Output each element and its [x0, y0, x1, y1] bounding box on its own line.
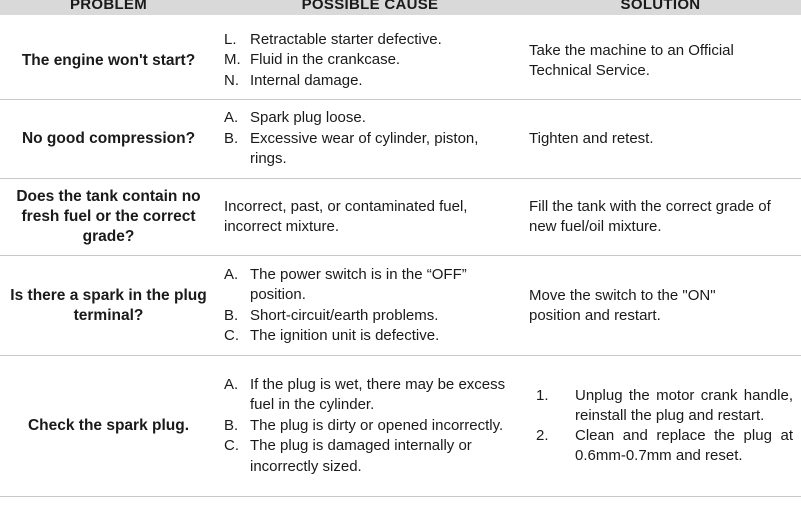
cause-text: Incorrect, past, or contaminated fuel, incorrect mixture. [224, 197, 468, 235]
cause-marker: A. [224, 265, 239, 283]
cause-item [224, 71, 442, 92]
cause-text: The plug is damaged internally or incorrectly sized. [250, 437, 472, 475]
cause-item [224, 129, 486, 170]
cause-text: Short-circuit/earth problems. [250, 306, 439, 324]
solution-cell [529, 100, 793, 178]
solution-text: Unplug the motor crank handle, reinstall the plug and restart. [575, 387, 793, 424]
table-header [0, 0, 801, 15]
cause-item [224, 416, 516, 437]
solution-text: Take the machine to an Official Technical Service. [529, 41, 734, 79]
cause-marker: B. [224, 129, 239, 147]
cause-cell [224, 356, 516, 496]
cause-item [224, 30, 442, 51]
cause-text: Internal damage. [250, 71, 363, 89]
cause-text: The power switch is in the “OFF” position. [250, 265, 467, 303]
table-row [0, 100, 801, 179]
solution-marker: 2. [536, 427, 549, 444]
cause-text: Spark plug loose. [250, 109, 366, 127]
solution-cell [529, 22, 759, 99]
problem-cell [0, 356, 217, 496]
cause-item [224, 326, 486, 347]
cause-marker: C. [224, 437, 239, 455]
solution-marker: 1. [536, 387, 549, 404]
cause-text: The plug is dirty or opened incorrectly. [250, 416, 504, 434]
cause-marker: A. [224, 375, 239, 393]
problem-cell [0, 179, 217, 255]
cause-marker: B. [224, 306, 239, 324]
cause-item [224, 375, 516, 416]
problem-text: The engine won't start? [21, 51, 196, 69]
cause-item [224, 306, 486, 327]
cause-marker: L. [224, 30, 237, 48]
cause-marker: A. [224, 109, 239, 127]
solution-text: Move the switch to the "ON" position and restart. [529, 286, 716, 324]
problem-cell [0, 100, 217, 178]
problem-cell [0, 22, 217, 99]
problem-text: Is there a spark in the plug terminal? [10, 286, 207, 324]
cause-text: Excessive wear of cylinder, piston, rings. [250, 129, 479, 168]
cause-cell [224, 179, 486, 255]
solution-item [529, 426, 793, 466]
cause-marker: N. [224, 71, 239, 89]
header-solution: SOLUTION [620, 0, 701, 13]
header-problem: PROBLEM [69, 0, 148, 13]
cause-text: If the plug is wet, there may be excess fuel in the cylinder. [250, 375, 506, 414]
cause-item [224, 265, 486, 306]
cause-marker: C. [224, 327, 239, 344]
cause-text: Retractable starter defective. [250, 30, 442, 48]
table-row [0, 356, 801, 497]
cause-cell [224, 256, 516, 355]
cause-text: Fluid in the crankcase. [250, 51, 401, 69]
cause-item [224, 108, 486, 129]
problem-text: No good compression? [21, 130, 196, 147]
header-possible-cause: POSSIBLE CAUSE [301, 0, 439, 13]
solution-cell [529, 256, 749, 355]
solution-cell [529, 356, 793, 496]
table-row [0, 256, 801, 356]
problem-cell [0, 256, 217, 355]
cause-marker: M. [224, 51, 241, 69]
problem-text: Does the tank contain no fresh fuel or the correct grade? [16, 188, 201, 245]
table-row [0, 179, 801, 256]
problem-text: Check the spark plug. [27, 417, 190, 434]
solution-text: Clean and replace the plug at 0.6mm-0.7mm and reset. [575, 427, 793, 464]
cause-marker: B. [224, 416, 239, 434]
solution-text: Fill the tank with the correct grade of new fuel/oil mixture. [529, 198, 771, 235]
cause-item [224, 436, 516, 477]
cause-cell [224, 22, 516, 99]
solution-item [529, 386, 793, 426]
cause-cell [224, 100, 516, 178]
solution-cell [529, 179, 793, 255]
table-row [0, 22, 801, 100]
solution-text: Tighten and retest. [529, 130, 654, 147]
cause-text: The ignition unit is defective. [250, 327, 440, 344]
cause-item [224, 50, 442, 71]
